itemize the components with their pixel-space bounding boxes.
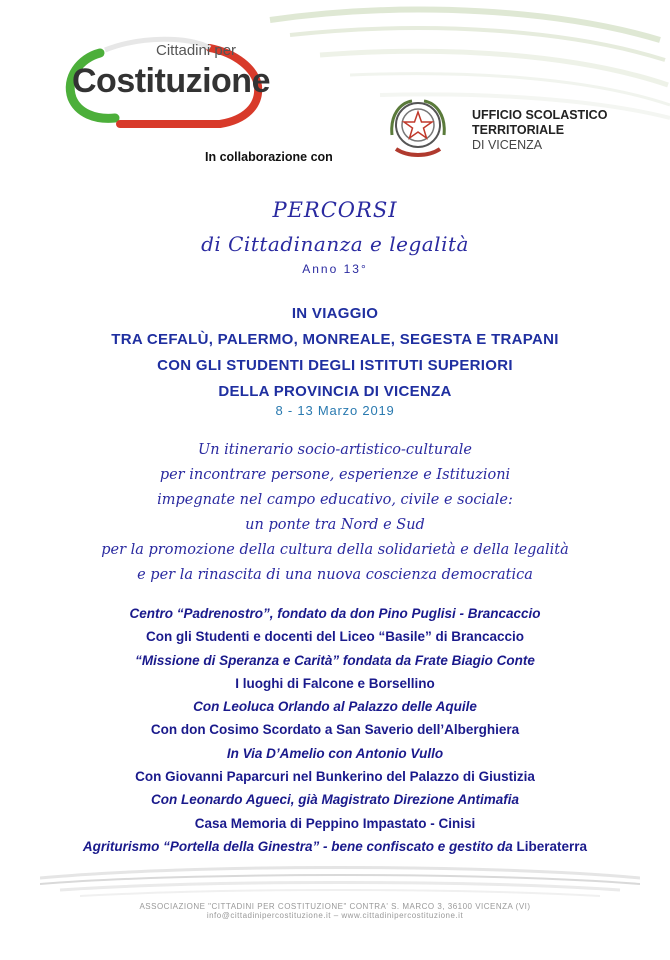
trip-line-2: TRA CEFALÙ, PALERMO, MONREALE, SEGESTA E TRAPANI — [111, 331, 559, 348]
title-subtitle: di Cittadinanza e legalità — [201, 232, 469, 256]
footer-contacts: info@cittadinipercostituzione.it – www.cittadinipercostituzione.it — [206, 911, 464, 920]
office-line-2: TERRITORIALE — [472, 123, 565, 137]
intro-paragraph — [0, 438, 670, 588]
office-line-1: UFFICIO SCOLASTICO — [472, 108, 608, 122]
itinerary-item: Con Leonardo Agueci, già Magistrato Direzione Antimafia — [150, 792, 520, 808]
office-name — [472, 108, 607, 153]
logo-small-text: Cittadini per — [156, 42, 237, 59]
itinerary-item: “Missione di Speranza e Carità” fondata da Frate Biagio Conte — [135, 652, 535, 668]
decorative-swoosh-bottom — [40, 860, 640, 900]
itinerary-list — [0, 602, 670, 858]
italian-republic-emblem-icon — [382, 95, 454, 163]
itinerary-item: Con don Cosimo Scordato a San Saverio dell’Alberghiera — [150, 722, 520, 738]
collaboration-label: In collaborazione con — [205, 150, 333, 164]
itinerary-last-plain: Liberaterra — [512, 838, 588, 854]
logo-big-text: Costituzione — [72, 62, 270, 100]
footer — [0, 902, 670, 920]
trip-line-3: CON GLI STUDENTI DEGLI ISTITUTI SUPERIORI — [157, 357, 513, 374]
footer-address: ASSOCIAZIONE "CITTADINI PER COSTITUZIONE" CONTRA' S. MARCO 3, 36100 VICENZA (VI) — [139, 902, 531, 911]
intro-line: e per la rinascita di una nuova coscienza democratica — [137, 567, 533, 583]
intro-line: per incontrare persone, esperienze e Istituzioni — [159, 467, 511, 483]
intro-line: per la promozione della cultura della solidarietà e della legalità — [101, 542, 569, 558]
itinerary-item-last — [0, 835, 670, 858]
itinerary-last-italic: Agriturismo “Portella della Ginestra” - bene confiscato e gestito da — [82, 838, 513, 854]
office-line-3: DI VICENZA — [472, 138, 543, 152]
itinerary-item: Centro “Padrenostro”, fondato da don Pino Puglisi - Brancaccio — [129, 606, 541, 621]
itinerary-item: Casa Memoria di Peppino Impastato - Cinisi — [194, 815, 476, 831]
intro-line: un ponte tra Nord e Sud — [245, 517, 425, 533]
itinerary-item: I luoghi di Falcone e Borsellino — [235, 675, 435, 691]
itinerary-item: Con gli Studenti e docenti del Liceo “Basile” di Brancaccio — [145, 629, 525, 645]
intro-line: Un itinerario socio-artistico-culturale — [198, 442, 472, 458]
intro-line: impegnate nel campo educativo, civile e sociale: — [157, 492, 513, 508]
decorative-swoosh-top — [260, 0, 670, 120]
trip-line-1: IN VIAGGIO — [291, 305, 379, 322]
title-year: Anno 13° — [302, 262, 368, 276]
trip-dates: 8 - 13 Marzo 2019 — [275, 403, 395, 418]
itinerary-item: Con Giovanni Paparcuri nel Bunkerino del Palazzo di Giustizia — [135, 769, 535, 785]
itinerary-item: Con Leoluca Orlando al Palazzo delle Aquile — [193, 699, 477, 715]
title-percorsi: PERCORSI — [272, 198, 398, 222]
itinerary-item: In Via D’Amelio con Antonio Vullo — [226, 745, 444, 761]
cittadini-per-costituzione-logo — [60, 28, 270, 128]
trip-line-4: DELLA PROVINCIA DI VICENZA — [218, 383, 452, 400]
